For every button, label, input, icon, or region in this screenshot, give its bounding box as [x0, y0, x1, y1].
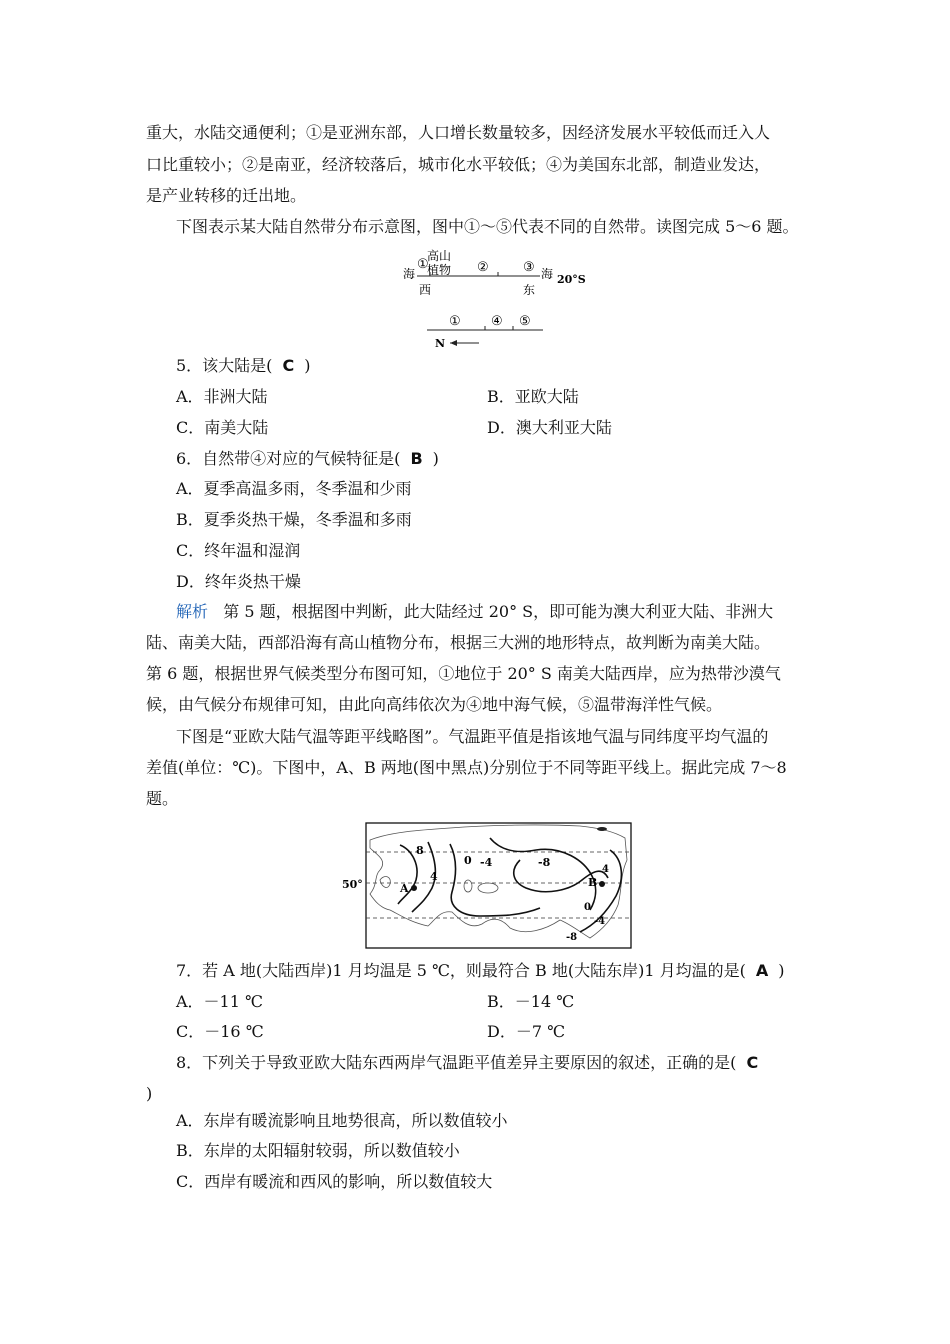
q6-close: ) [432, 449, 439, 468]
q5-close: ) [304, 356, 311, 375]
analysis-line-3: 第 6 题，根据世界气候类型分布图可知，①地位于 20° S 南美大陆西岸，应为热带沙漠气 [146, 664, 781, 683]
label-east-minus-4: -4 [594, 916, 606, 927]
sea-right: 海 [541, 267, 554, 281]
label-minus-8: -8 [538, 856, 551, 869]
q5-stem: 5．该大陆是( [176, 356, 273, 375]
upper-label-alpine-1: 高山 [427, 249, 452, 263]
label-east-minus-8: -8 [566, 932, 578, 943]
point-a [411, 885, 417, 891]
q5-answer: C [282, 356, 295, 375]
label-a: A [400, 882, 409, 895]
q6-answer: B [410, 449, 423, 468]
intro-line-3: 是产业转移的迁出地。 [146, 186, 307, 205]
question-6 [176, 449, 439, 469]
label-4: 4 [430, 870, 438, 883]
label-8: 8 [416, 844, 424, 857]
q7-option-b: B．－14 ℃ [487, 992, 575, 1011]
lower-label-1: ① [449, 314, 461, 329]
north-label: N [435, 337, 446, 350]
upper-label-alpine-2: 植物 [427, 263, 452, 277]
latitude-50-label: 50° [342, 878, 363, 891]
analysis-tag: 解析 [176, 602, 209, 621]
question-8 [176, 1053, 768, 1073]
latitude-label: 20°S [557, 273, 586, 286]
q6-option-c: C．终年温和湿润 [176, 541, 301, 560]
q7-answer: A [755, 961, 769, 980]
q7-close: ) [778, 961, 785, 980]
intro-line-2: 口比重较小；②是南亚，经济较落后，城市化水平较低；④为美国东北部，制造业发达， [146, 155, 771, 174]
q8-answer: C [746, 1053, 759, 1072]
q7-option-c: C．－16 ℃ [176, 1022, 264, 1041]
upper-label-1: ① [417, 257, 429, 272]
q5-option-b: B．亚欧大陆 [487, 387, 579, 406]
analysis-line-2: 陆、南美大陆，西部沿海有高山植物分布，根据三大洲的地形特点，故判断为南美大陆。 [146, 633, 771, 652]
q5-option-c: C．南美大陆 [176, 418, 269, 437]
q8-option-b: B．东岸的太阳辐射较弱，所以数值较小 [176, 1141, 460, 1160]
q8-option-c: C．西岸有暖流和西风的影响，所以数值较大 [176, 1172, 493, 1191]
analysis-line-4: 候，由气候分布规律可知，由此向高纬依次为④地中海气候，⑤温带海洋性气候。 [146, 695, 723, 714]
label-minus-4: -4 [480, 856, 493, 869]
q6-option-b: B．夏季炎热干燥，冬季温和多雨 [176, 510, 412, 529]
q6-option-d: D．终年炎热干燥 [176, 572, 301, 591]
lead-7-8-line-3: 题。 [146, 789, 179, 808]
lower-label-5: ⑤ [519, 314, 531, 329]
label-east-4: 4 [602, 864, 609, 875]
lead-7-8-line-2: 差值(单位：℃)。下图中，A、B 两地(图中黑点)分别位于不同等距平线上。据此完成 7～8 [146, 758, 787, 777]
q8-close: ) [146, 1084, 153, 1103]
west-label: 西 [419, 283, 432, 297]
sea-left: 海 [403, 267, 416, 281]
q7-option-a: A．－11 ℃ [176, 992, 263, 1011]
q6-option-a: A．夏季高温多雨，冬季温和少雨 [176, 479, 412, 498]
q8-stem: 8．下列关于导致亚欧大陆东西两岸气温距平值差异主要原因的叙述，正确的是( [176, 1053, 737, 1072]
q5-option-a: A．非洲大陆 [176, 387, 268, 406]
q5-option-d: D．澳大利亚大陆 [487, 418, 612, 437]
analysis-line-1 [176, 602, 773, 622]
point-b [599, 881, 605, 887]
label-0: 0 [464, 854, 472, 867]
upper-label-3: ③ [523, 260, 535, 275]
lead-5-6: 下图表示某大陆自然带分布示意图，图中①～⑤代表不同的自然带。读图完成 5～6 题。 [176, 217, 799, 236]
lead-7-8-line-1: 下图是“亚欧大陆气温等距平线略图”。气温距平值是指该地气温与同纬度平均气温的 [176, 727, 769, 746]
question-7 [176, 961, 784, 981]
analysis-text-1: 第 5 题，根据图中判断，此大陆经过 20° S，即可能为澳大利亚大陆、非洲大 [223, 602, 774, 621]
label-b: B [588, 876, 598, 889]
lower-label-4: ④ [491, 314, 503, 329]
q7-option-d: D．－7 ℃ [487, 1022, 565, 1041]
eurasia-isoline-map [340, 820, 636, 952]
q7-stem: 7．若 A 地(大陆西岸)1 月均温是 5 ℃，则最符合 B 地(大陆东岸)1 月均温的是( [176, 961, 746, 980]
natural-zone-diagram [395, 246, 595, 352]
intro-line-1: 重大，水陆交通便利；①是亚洲东部，人口增长数量较多，因经济发展水平较低而迁入人 [146, 123, 771, 142]
question-5 [176, 356, 310, 376]
east-label: 东 [523, 283, 536, 297]
upper-label-2: ② [477, 260, 489, 275]
q8-option-a: A．东岸有暖流影响且地势很高，所以数值较小 [176, 1111, 508, 1130]
label-east-0: 0 [584, 902, 591, 913]
q6-stem: 6．自然带④对应的气候特征是( [176, 449, 401, 468]
